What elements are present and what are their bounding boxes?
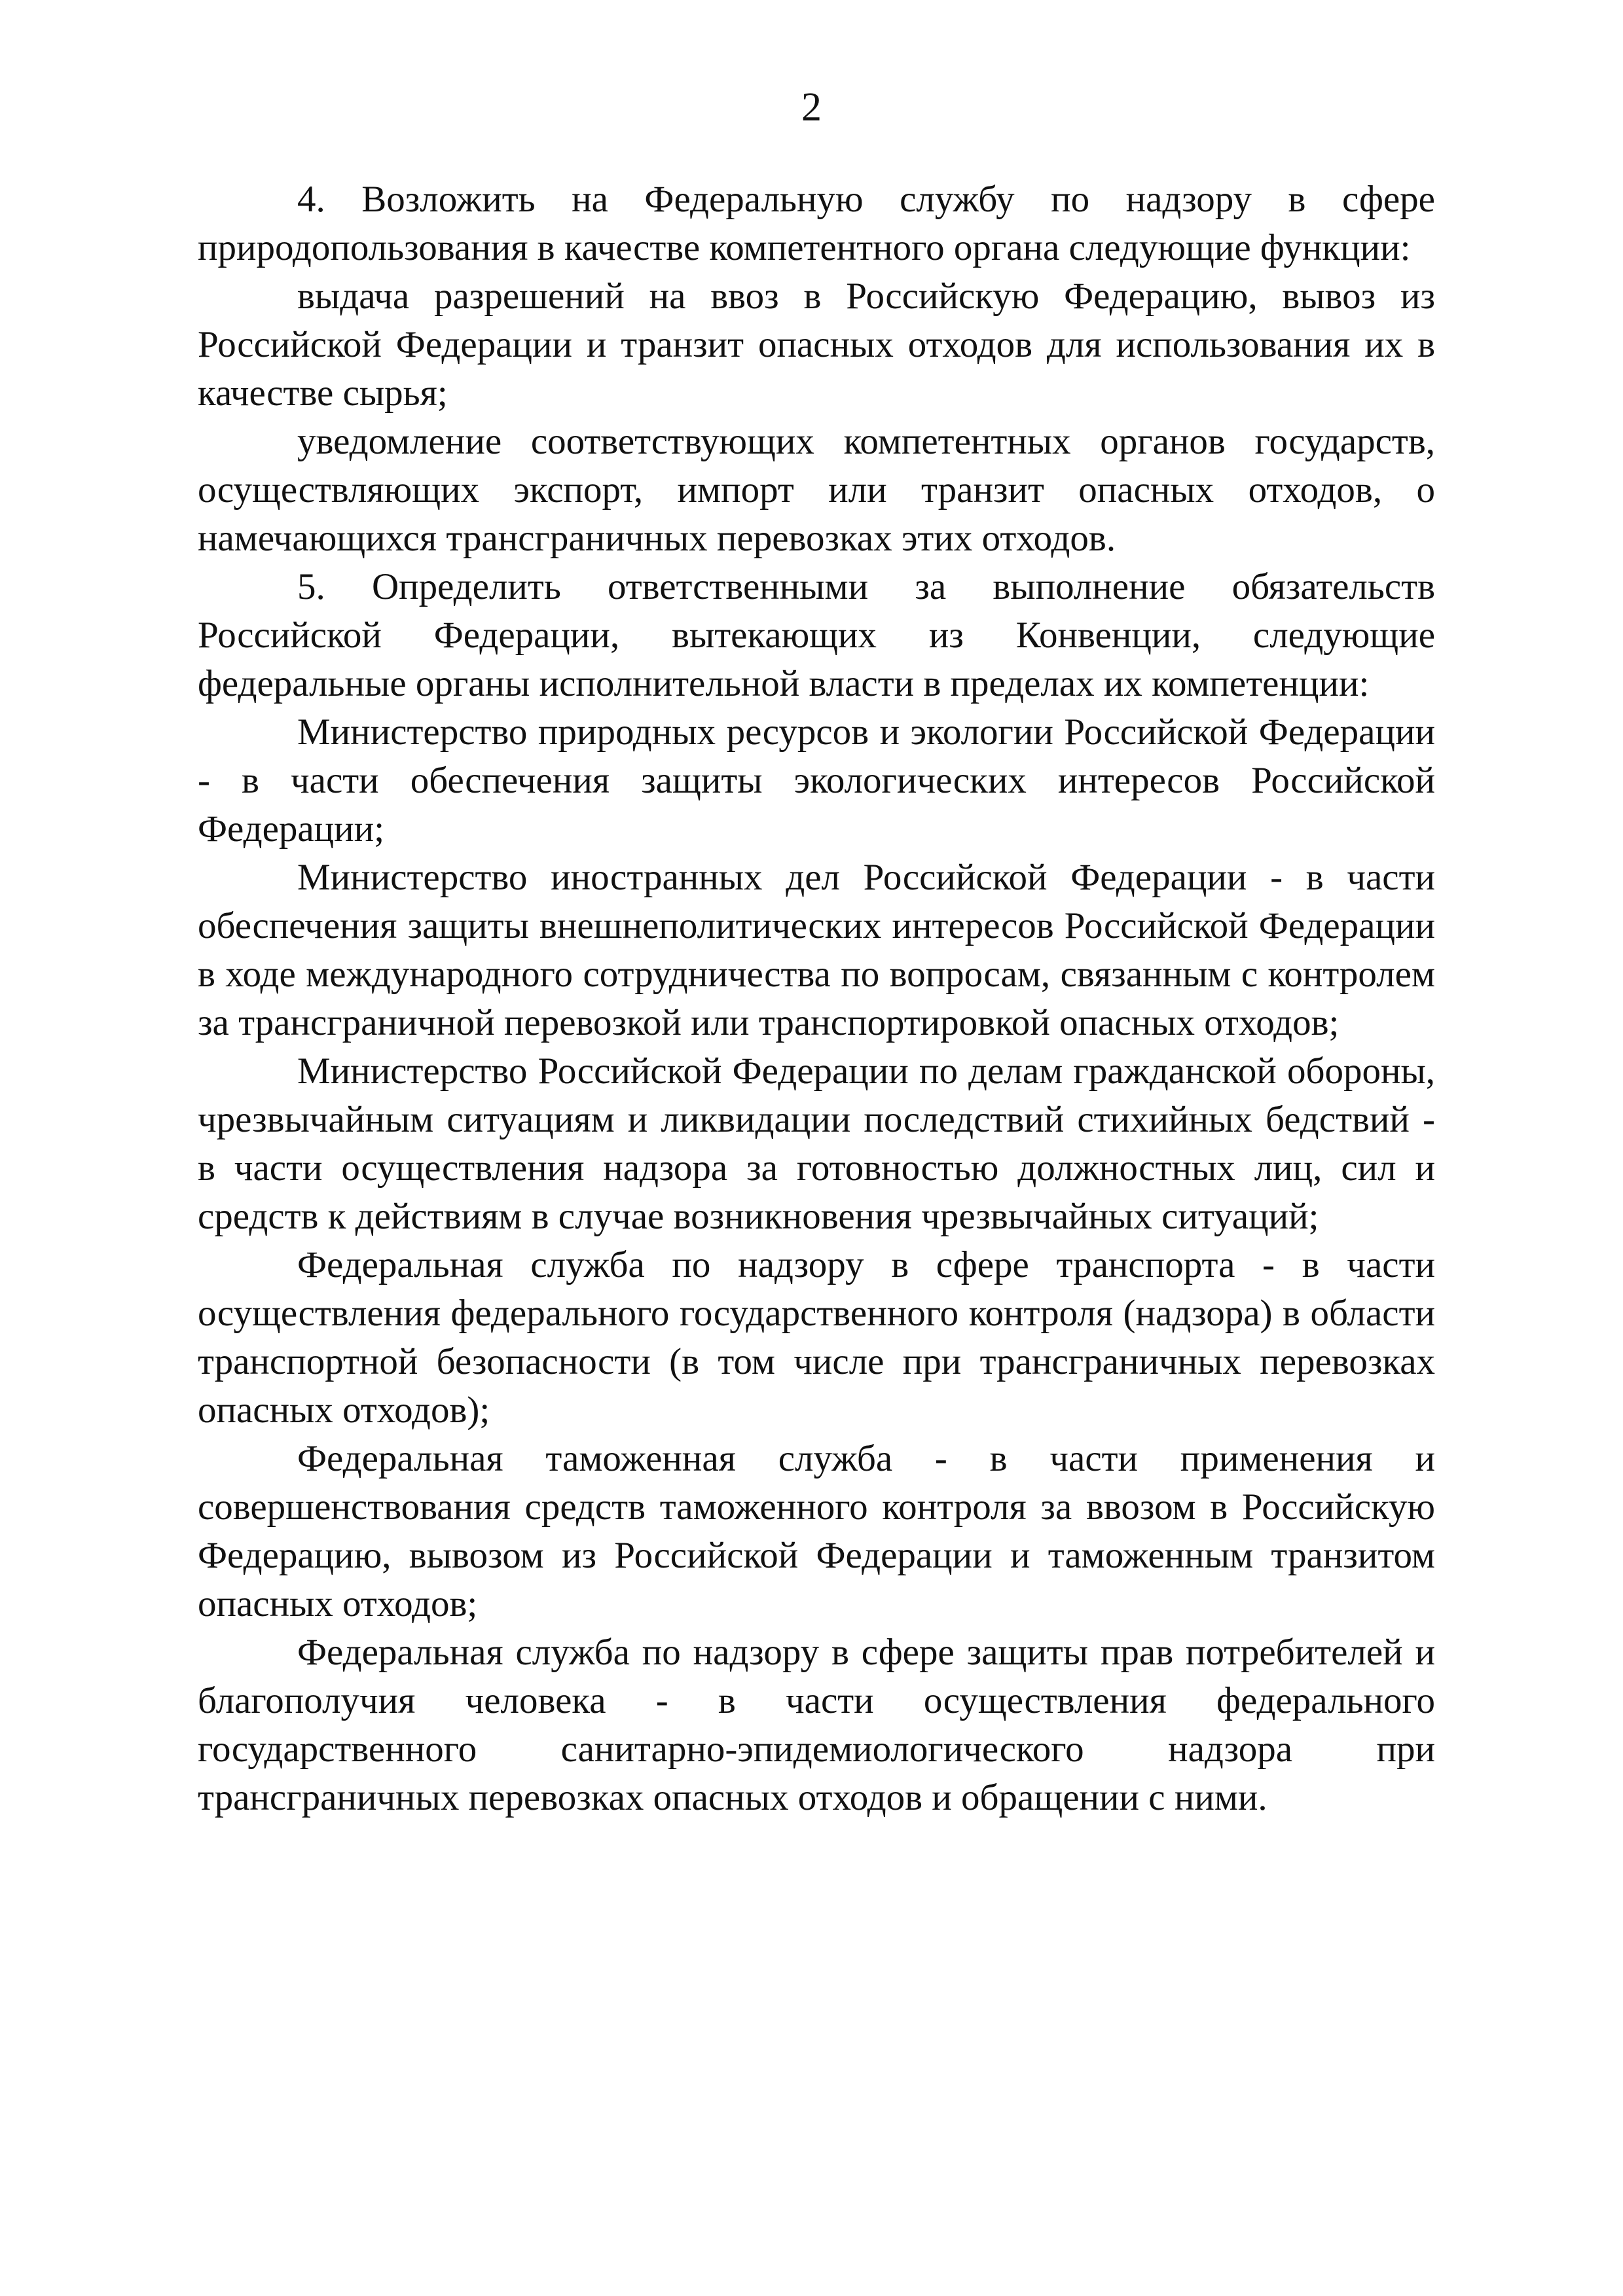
document-body <box>198 175 1435 1822</box>
paragraph-ministry-foreign-affairs: Министерство иностранных дел Российской Федерации - в части обеспечения защиты внешнеполитических интересов Российской Федерации в ходе международного сотрудничества по вопросам, связанным с контролем за трансграничной перевозкой или транспортировкой опасных отходов; <box>198 857 1435 1043</box>
paragraph-consumer-protection-service: Федеральная служба по надзору в сфере защиты прав потребителей и благополучия человека - в части осуществления федерального государственного санитарно-эпидемиологического надзора при трансграничных перевозках опасных отходов и обращении с ними. <box>198 1632 1435 1818</box>
paragraph-ministry-emergencies: Министерство Российской Федерации по делам гражданской обороны, чрезвычайным ситуациям и ликвидации последствий стихийных бедствий - в части осуществления надзора за готовностью должностных лиц, сил и средств к действиям в случае возникновения чрезвычайных ситуаций; <box>198 1050 1435 1237</box>
page-number: 2 <box>801 85 822 130</box>
paragraph-ministry-natural-resources: Министерство природных ресурсов и экологии Российской Федерации - в части обеспечения защиты экологических интересов Российской Федерации; <box>198 711 1435 850</box>
paragraph-notification: уведомление соответствующих компетентных органов государств, осуществляющих экспорт, импорт или транзит опасных отходов, о намечающихся трансграничных перевозках этих отходов. <box>198 421 1435 559</box>
paragraph-transport-service: Федеральная служба по надзору в сфере транспорта - в части осуществления федерального государственного контроля (надзора) в области транспортной безопасности (в том числе при трансграничных перевозках опасных отходов); <box>198 1244 1435 1431</box>
paragraph-permits: выдача разрешений на ввоз в Российскую Федерацию, вывоз из Российской Федерации и транзит опасных отходов для использования их в качестве сырья; <box>198 276 1435 414</box>
paragraph-customs-service: Федеральная таможенная служба - в части применения и совершенствования средств таможенного контроля за ввозом в Российскую Федерацию, вывозом из Российской Федерации и таможенным транзитом опасных отходов; <box>198 1438 1435 1624</box>
paragraph-item-5: 5. Определить ответственными за выполнение обязательств Российской Федерации, вытекающих из Конвенции, следующие федеральные органы исполнительной власти в пределах их компетенции: <box>198 566 1435 704</box>
paragraph-item-4: 4. Возложить на Федеральную службу по надзору в сфере природопользования в качестве компетентного органа следующие функции: <box>198 179 1435 268</box>
